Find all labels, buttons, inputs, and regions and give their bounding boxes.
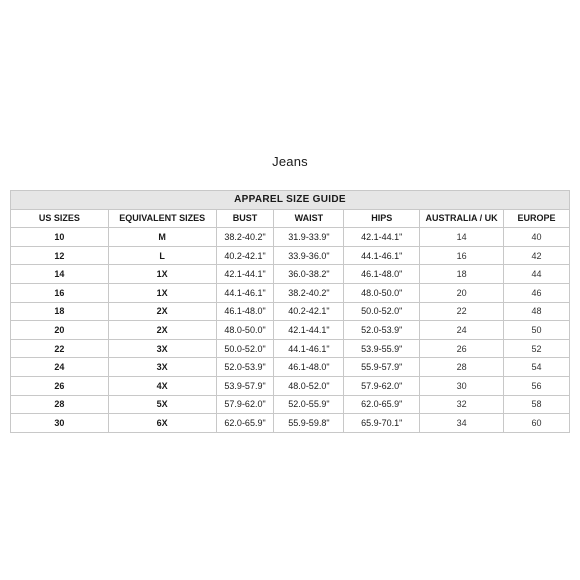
hips-cell: 57.9-62.0" <box>344 376 420 395</box>
equivalent-size-cell: 3X <box>108 339 216 358</box>
header-europe: EUROPE <box>504 209 570 228</box>
header-hips: HIPS <box>344 209 420 228</box>
europe-cell: 58 <box>504 395 570 414</box>
hips-cell: 52.0-53.9" <box>344 321 420 340</box>
table-row <box>11 302 570 321</box>
table-row <box>11 358 570 377</box>
europe-cell: 54 <box>504 358 570 377</box>
equivalent-size-cell: 2X <box>108 302 216 321</box>
us-size-cell: 18 <box>11 302 109 321</box>
hips-cell: 48.0-50.0" <box>344 283 420 302</box>
us-size-cell: 16 <box>11 283 109 302</box>
australia-uk-cell: 24 <box>420 321 504 340</box>
us-size-cell: 14 <box>11 265 109 284</box>
australia-uk-cell: 16 <box>420 246 504 265</box>
europe-cell: 52 <box>504 339 570 358</box>
waist-cell: 55.9-59.8" <box>274 414 344 433</box>
waist-cell: 48.0-52.0" <box>274 376 344 395</box>
us-size-cell: 24 <box>11 358 109 377</box>
table-row <box>11 265 570 284</box>
europe-cell: 44 <box>504 265 570 284</box>
waist-cell: 33.9-36.0" <box>274 246 344 265</box>
waist-cell: 44.1-46.1" <box>274 339 344 358</box>
table-row <box>11 414 570 433</box>
table-row <box>11 228 570 247</box>
equivalent-size-cell: 1X <box>108 283 216 302</box>
waist-cell: 36.0-38.2" <box>274 265 344 284</box>
bust-cell: 53.9-57.9" <box>216 376 274 395</box>
hips-cell: 50.0-52.0" <box>344 302 420 321</box>
bust-cell: 52.0-53.9" <box>216 358 274 377</box>
waist-cell: 42.1-44.1" <box>274 321 344 340</box>
europe-cell: 50 <box>504 321 570 340</box>
australia-uk-cell: 32 <box>420 395 504 414</box>
table-row <box>11 321 570 340</box>
header-equivalent-sizes: EQUIVALENT SIZES <box>108 209 216 228</box>
us-size-cell: 12 <box>11 246 109 265</box>
table-row <box>11 376 570 395</box>
table-row <box>11 283 570 302</box>
europe-cell: 56 <box>504 376 570 395</box>
table-row <box>11 339 570 358</box>
header-us-sizes: US SIZES <box>11 209 109 228</box>
us-size-cell: 22 <box>11 339 109 358</box>
equivalent-size-cell: 3X <box>108 358 216 377</box>
waist-cell: 31.9-33.9" <box>274 228 344 247</box>
bust-cell: 40.2-42.1" <box>216 246 274 265</box>
us-size-cell: 28 <box>11 395 109 414</box>
table-row <box>11 395 570 414</box>
hips-cell: 55.9-57.9" <box>344 358 420 377</box>
waist-cell: 40.2-42.1" <box>274 302 344 321</box>
australia-uk-cell: 30 <box>420 376 504 395</box>
bust-cell: 44.1-46.1" <box>216 283 274 302</box>
australia-uk-cell: 20 <box>420 283 504 302</box>
header-waist: WAIST <box>274 209 344 228</box>
hips-cell: 53.9-55.9" <box>344 339 420 358</box>
table-row <box>11 246 570 265</box>
bust-cell: 46.1-48.0" <box>216 302 274 321</box>
hips-cell: 46.1-48.0" <box>344 265 420 284</box>
bust-cell: 50.0-52.0" <box>216 339 274 358</box>
us-size-cell: 26 <box>11 376 109 395</box>
header-bust: BUST <box>216 209 274 228</box>
equivalent-size-cell: 6X <box>108 414 216 433</box>
bust-cell: 48.0-50.0" <box>216 321 274 340</box>
europe-cell: 60 <box>504 414 570 433</box>
us-size-cell: 10 <box>11 228 109 247</box>
bust-cell: 38.2-40.2" <box>216 228 274 247</box>
waist-cell: 52.0-55.9" <box>274 395 344 414</box>
waist-cell: 38.2-40.2" <box>274 283 344 302</box>
hips-cell: 42.1-44.1" <box>344 228 420 247</box>
equivalent-size-cell: 2X <box>108 321 216 340</box>
europe-cell: 46 <box>504 283 570 302</box>
equivalent-size-cell: 5X <box>108 395 216 414</box>
hips-cell: 62.0-65.9" <box>344 395 420 414</box>
equivalent-size-cell: 4X <box>108 376 216 395</box>
australia-uk-cell: 26 <box>420 339 504 358</box>
size-guide-table <box>10 190 570 433</box>
header-australia-uk: AUSTRALIA / UK <box>420 209 504 228</box>
australia-uk-cell: 34 <box>420 414 504 433</box>
australia-uk-cell: 28 <box>420 358 504 377</box>
equivalent-size-cell: L <box>108 246 216 265</box>
bust-cell: 62.0-65.9" <box>216 414 274 433</box>
waist-cell: 46.1-48.0" <box>274 358 344 377</box>
table-caption: APPAREL SIZE GUIDE <box>11 191 570 210</box>
hips-cell: 44.1-46.1" <box>344 246 420 265</box>
bust-cell: 42.1-44.1" <box>216 265 274 284</box>
europe-cell: 48 <box>504 302 570 321</box>
europe-cell: 40 <box>504 228 570 247</box>
australia-uk-cell: 14 <box>420 228 504 247</box>
equivalent-size-cell: 1X <box>108 265 216 284</box>
equivalent-size-cell: M <box>108 228 216 247</box>
us-size-cell: 30 <box>11 414 109 433</box>
australia-uk-cell: 22 <box>420 302 504 321</box>
us-size-cell: 20 <box>11 321 109 340</box>
hips-cell: 65.9-70.1" <box>344 414 420 433</box>
europe-cell: 42 <box>504 246 570 265</box>
bust-cell: 57.9-62.0" <box>216 395 274 414</box>
page-title: Jeans <box>272 154 308 169</box>
australia-uk-cell: 18 <box>420 265 504 284</box>
